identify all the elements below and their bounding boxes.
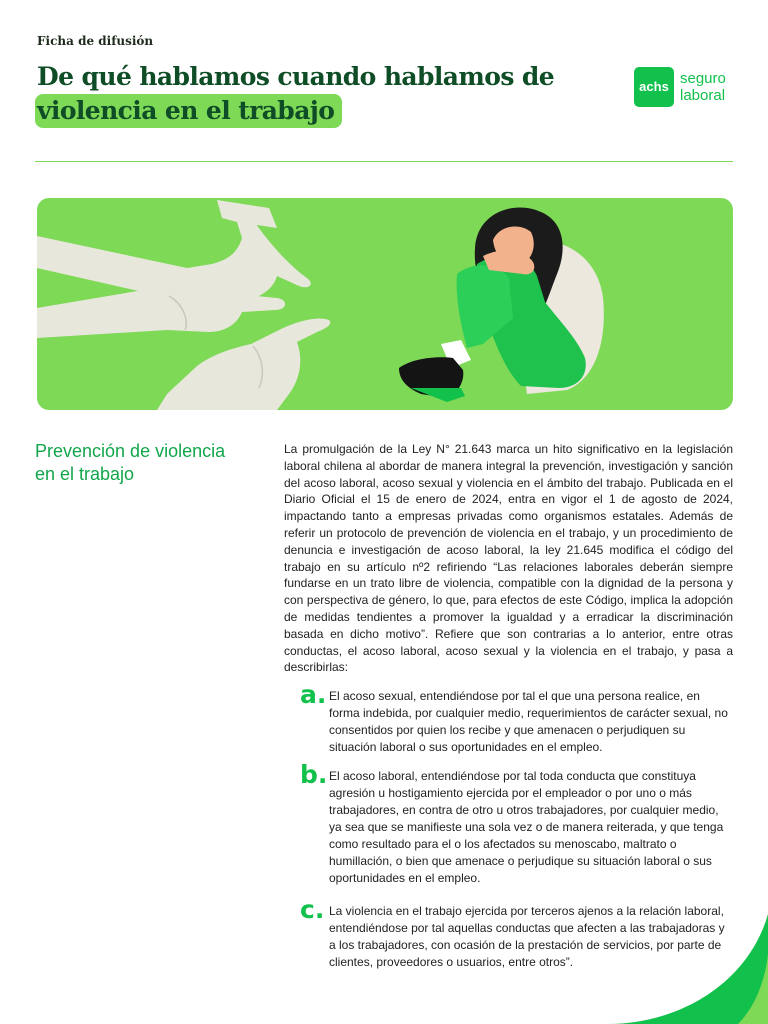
- list-item-b: [300, 760, 733, 903]
- achs-seguro-laboral-logo: [634, 67, 726, 107]
- list-item-text: El acoso sexual, entendiéndose por tal el que una persona realice, en forma indebida, por cualquier medio, requerimientos de carácter sexual, no consentidos por quien los recibe y que amenacen o perjudiquen su situación laboral o sus oportunidades en el empleo.: [329, 689, 728, 754]
- sitting-woman-illustration: [399, 208, 604, 403]
- logo-wordmark: [680, 70, 726, 104]
- page-title: [37, 60, 554, 128]
- list-item-a: [300, 680, 733, 768]
- list-marker-b: b.: [300, 760, 328, 789]
- logo-badge: achs: [634, 67, 674, 107]
- title-line-1: De qué hablamos cuando hablamos de: [37, 62, 555, 91]
- intro-paragraph: La promulgación de la Ley N° 21.643 marca un hito significativo en la legislación laboral chilena al abordar de manera integral la prevención, investigación y sanción del acoso laboral, acoso sexual y violencia en el ámbito del trabajo. Publicada en el Diario Oficial el 15 de enero de 2024, entra en vigor el 1 de agosto de 2024, impactando tanto a empresas privadas como organismos estatales. Además de referir un protocolo de prevención de violencia en el trabajo, y un procedimiento de denuncia e investigación de acoso laboral, la ley 21.645 modifica el código del trabajo en su artículo nº2 refiriendo “Las relaciones laborales deberán siempre fundarse en un trato libre de violencia, compatible con la dignidad de la persona y con perspectiva de género, lo que, para efectos de este Código, implica la adopción de medidas tendientes a promover la igualdad y a erradicar la discriminación basada en dicho motivo”. Refiere que son contrarias a lo anterior, entre otras conductas, el acoso laboral, acoso sexual y la violencia en el trabajo, y pasa a describirlas:: [284, 442, 733, 675]
- list-item-text: El acoso laboral, entendiéndose por tal toda conducta que constituya agresión u hostigamiento ejercida por el empleador o por uno o más trabajadores, en contra de otro u otros trabajadores, por cualquier medio, ya sea que se manifieste una sola vez o de manera reiterada, y que tenga como resultado para el o los afectados su menoscabo, maltrato o humillación, o bien que amenace o perjudique su situación laboral o sus oportunidades en el empleo.: [329, 769, 724, 885]
- document-kicker: Ficha de difusión: [37, 34, 154, 48]
- section-heading: Prevención de violencia en el trabajo: [35, 441, 226, 484]
- logo-word-1: seguro: [680, 70, 726, 87]
- list-marker-a: a.: [300, 680, 327, 709]
- title-line-2-highlighted: violencia en el trabajo: [35, 94, 342, 128]
- hero-illustration: [37, 198, 733, 410]
- logo-word-2: laboral: [680, 87, 726, 104]
- header-divider: [35, 161, 733, 162]
- pointing-hands-illustration: [37, 200, 330, 410]
- list-item-text: La violencia en el trabajo ejercida por terceros ajenos a la relación laboral, entendiéndose por tal aquellas conductas que afecten a las trabajadoras y a los trabajadores, con ocasión de la prestación de servicios, por parte de clientes, proveedores o usuarios, entre otros”.: [329, 904, 725, 969]
- list-marker-c: c.: [300, 895, 325, 924]
- corner-decoration: [608, 914, 768, 1024]
